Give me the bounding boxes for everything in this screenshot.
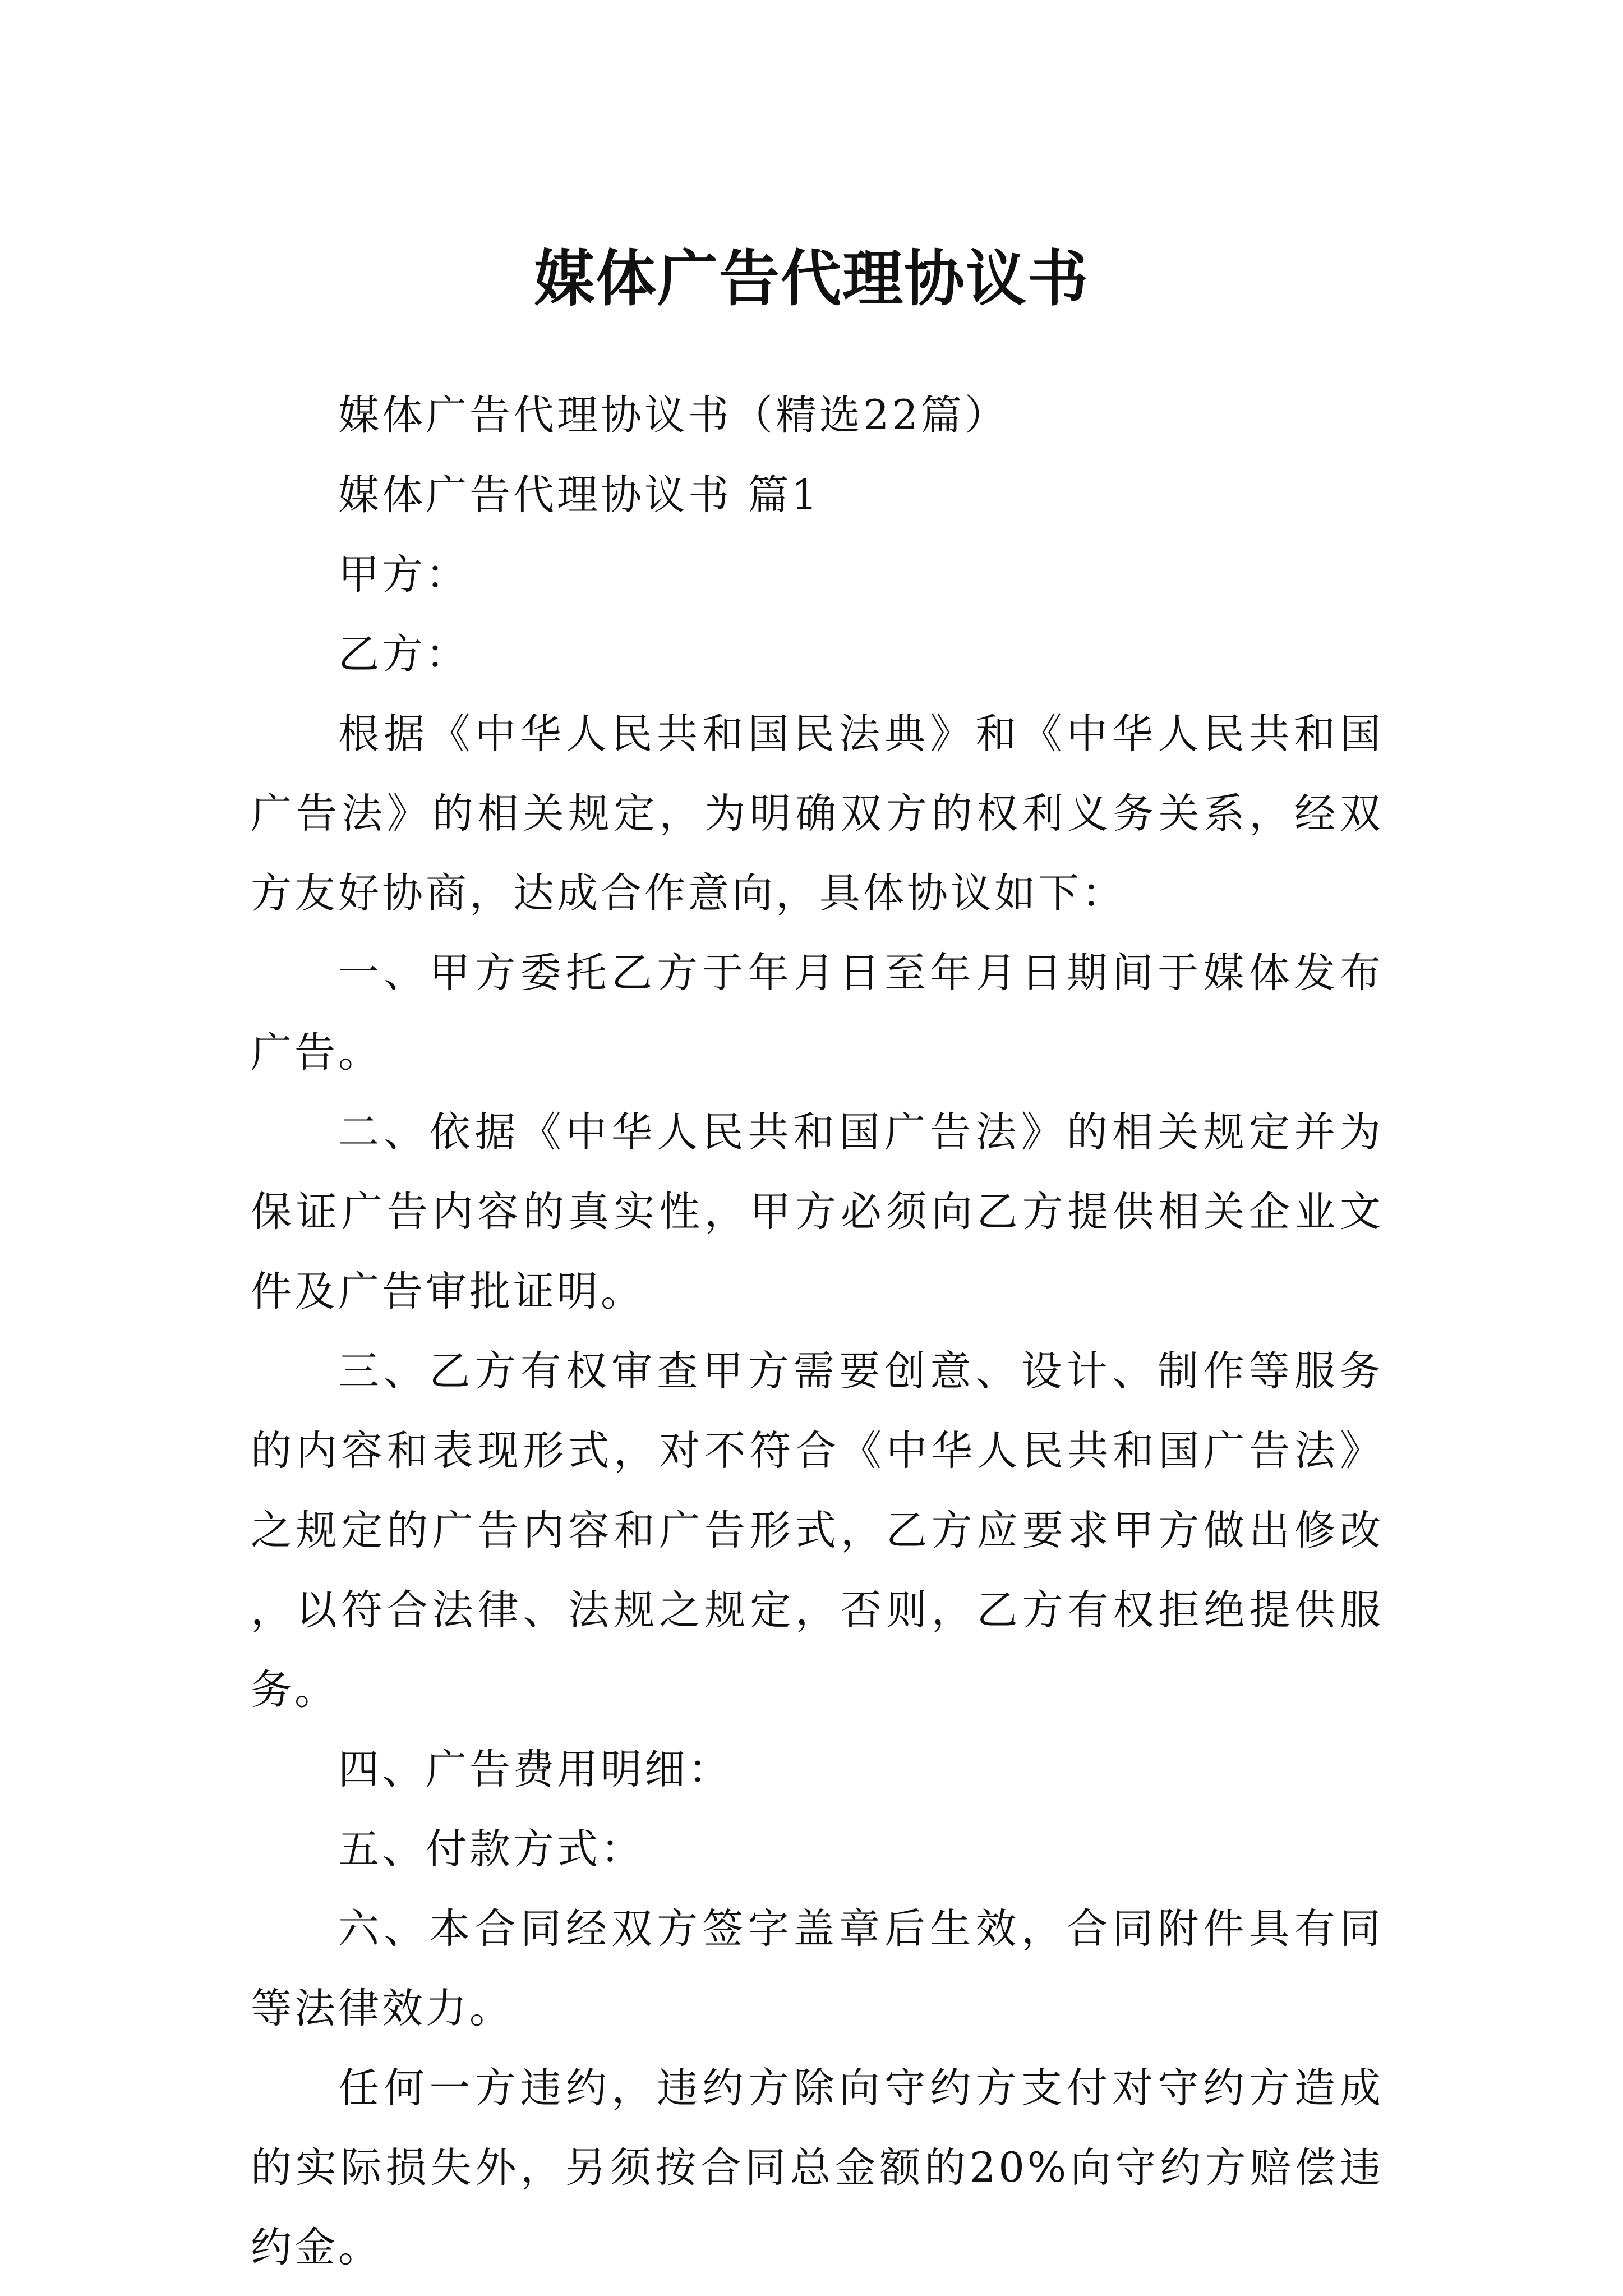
- document-body: [251, 376, 1384, 2288]
- clause-6: 六、本合同经双方签字盖章后生效，合同附件具有同等法律效力。: [251, 1905, 1384, 2032]
- clause-5: 五、付款方式：: [338, 1825, 644, 1873]
- document-title: 媒体广告代理协议书: [533, 243, 1089, 315]
- section-heading: 媒体广告代理协议书 篇1: [338, 471, 820, 519]
- clause-2: 二、依据《中华人民共和国广告法》的相关规定并为保证广告内容的真实性，甲方必须向乙方提供相关企业文件及广告审批证明。: [251, 1108, 1384, 1315]
- preamble-paragraph: 根据《中华人民共和国民法典》和《中华人民共和国广告法》的相关规定，为明确双方的权利义务关系，经双方友好协商，达成合作意向，具体协议如下：: [251, 710, 1384, 917]
- clause-4: 四、广告费用明细：: [338, 1746, 732, 1793]
- clause-1: 一、甲方委托乙方于年月日至年月日期间于媒体发布广告。: [251, 949, 1384, 1076]
- clause-3: 三、乙方有权审查甲方需要创意、设计、制作等服务的内容和表现形式，对不符合《中华人民共和国广告法》之规定的广告内容和广告形式，乙方应要求甲方做出修改，以符合法律、法规之规定，否则，乙方有权拒绝提供服务。: [251, 1347, 1384, 1714]
- party-b-line: 乙方：: [338, 631, 469, 678]
- party-a-line: 甲方：: [338, 551, 469, 599]
- breach-paragraph: 任何一方违约，违约方除向守约方支付对守约方造成的实际损失外，另须按合同总金额的20%向守约方赔偿违约金。: [251, 2064, 1384, 2271]
- subtitle-paragraph: 媒体广告代理协议书（精选22篇）: [338, 392, 1008, 439]
